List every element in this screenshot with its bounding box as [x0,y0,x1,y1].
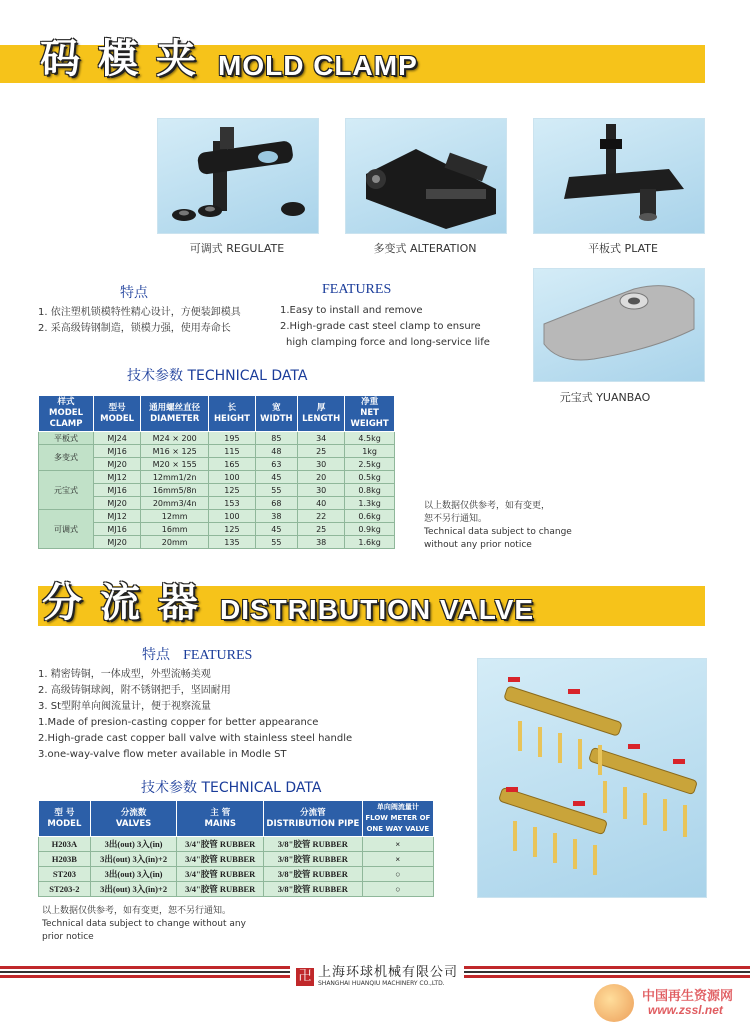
cell: M16 × 125 [141,445,209,458]
valve-features-list [38,667,378,763]
note-line: 以上数据仅供参考，如有变更，恕不另行通知。 [42,906,232,916]
cell: MJ16 [94,445,141,458]
col-header: 通用螺丝直径 DIAMETER [141,396,209,432]
cell: 3/8"胶管 RUBBER [264,867,363,882]
cell: 165 [209,458,255,471]
features-en-item: 2.High-grade cast steel clamp to ensure [280,321,481,332]
cell: 38 [255,510,298,523]
cell: 3出(out) 3入(in)+2 [90,882,177,897]
cell: ST203-2 [39,882,91,897]
cell: 3/8"胶管 RUBBER [264,852,363,867]
note-line: Technical data subject to change [424,527,572,537]
valve-feature-item: 3. St型附单向阀流量计，便于视察流量 [38,701,211,712]
plate-clamp-photo [533,118,705,234]
cell: 125 [209,484,255,497]
cell: 85 [255,432,298,445]
yuanbao-clamp-photo [533,268,705,382]
note-line: without any prior notice [424,540,532,550]
cell: H203A [39,837,91,852]
features-en-item: high clamping force and long-service life [286,337,490,348]
cell: 3/4"胶管 RUBBER [177,837,264,852]
valve-feature-item: 2. 高级铸铜球阀，附不锈钢把手，坚固耐用 [38,685,231,696]
col-header: 宽 WIDTH [255,396,298,432]
cell: 12mm [141,510,209,523]
features-en-list [280,303,520,351]
note-line: Technical data subject to change without any [42,919,246,929]
table-row [39,837,434,852]
table-header-row [39,801,434,837]
company-name-cn: 上海环球机械有限公司 [318,965,459,980]
cell: 3出(out) 3入(in) [90,867,177,882]
col-header: 分流管 DISTRIBUTION PIPE [264,801,363,837]
cell: 55 [255,484,298,497]
cell: 25 [298,523,345,536]
cell: MJ16 [94,523,141,536]
cell: 3/4"胶管 RUBBER [177,882,264,897]
cell: MJ20 [94,497,141,510]
valve-feature-item: 2.High-grade cast copper ball valve with stainless steel handle [38,733,353,744]
col-header: 净重 NET WEIGHT [345,396,395,432]
cell: 63 [255,458,298,471]
cell: 3/8"胶管 RUBBER [264,837,363,852]
cell: 4.5kg [345,432,395,445]
cell: MJ16 [94,484,141,497]
mold-clamp-title-cn: 码模夹 [40,36,214,82]
style-cell: 元宝式 [39,471,94,510]
mold-clamp-tech-heading: 技术参数 TECHNICAL DATA [127,368,308,384]
table-header-row [39,396,395,432]
cell: 3出(out) 3入(in)+2 [90,852,177,867]
features-en-heading: FEATURES [322,282,392,297]
mold-clamp-title [40,36,418,84]
note-line: prior notice [42,932,94,942]
cell: 0.9kg [345,523,395,536]
alteration-clamp-photo [345,118,507,234]
features-cn-item: 2. 采高级铸钢制造，锁模力强，使用寿命长 [38,323,231,334]
mold-clamp-table [38,395,395,549]
features-en-item: 1.Easy to install and remove [280,305,423,316]
valve-features-heading [142,644,252,664]
col-header: 长 HEIGHT [209,396,255,432]
table-row [39,432,395,445]
cell: 30 [298,484,345,497]
caption-regulate: 可调式 REGULATE [189,242,285,255]
cell: MJ24 [94,432,141,445]
table-row [39,445,395,458]
cell: M20 × 155 [141,458,209,471]
cell: H203B [39,852,91,867]
cell: ○ [362,882,433,897]
col-header: 单向阀流量计 FLOW METER OF ONE WAY VALVE [362,801,433,837]
distribution-valve-title-en: DISTRIBUTION VALVE [220,594,535,625]
distribution-valve-title [42,578,534,628]
style-cell: 多变式 [39,445,94,471]
cell: 1.6kg [345,536,395,549]
cell: 0.5kg [345,471,395,484]
cell: MJ20 [94,458,141,471]
valve-feature-item: 3.one-way-valve flow meter available in Modle ST [38,749,287,760]
company-logo-icon: 卍 [296,968,314,986]
col-header: 样式 MODEL CLAMP [39,396,94,432]
cell: 16mm [141,523,209,536]
style-cell: 平板式 [39,432,94,445]
cell: 22 [298,510,345,523]
col-header: 厚 LENGTH [298,396,345,432]
table-row [39,471,395,484]
cell: 2.5kg [345,458,395,471]
valve-features-heading-cn: 特点 [142,647,170,663]
cell: 68 [255,497,298,510]
cell: ○ [362,867,433,882]
cell: 20mm [141,536,209,549]
watermark-text-cn: 中国再生资源网 [642,989,734,1004]
note-line: 恕不另行通知。 [424,514,488,524]
cell: 48 [255,445,298,458]
cell: × [362,837,433,852]
cell: 40 [298,497,345,510]
cell: 100 [209,471,255,484]
valve-features-heading-en: FEATURES [183,648,253,663]
col-header: 型号 MODEL [94,396,141,432]
cell: ST203 [39,867,91,882]
cell: MJ12 [94,510,141,523]
cell: 55 [255,536,298,549]
watermark-url: www.zssl.net [648,1003,723,1017]
cell: 45 [255,523,298,536]
caption-alteration: 多变式 ALTERATION [373,242,477,255]
cell: 153 [209,497,255,510]
cell: 0.6kg [345,510,395,523]
cell: 38 [298,536,345,549]
valve-feature-item: 1.Made of presion-casting copper for better appearance [38,717,319,728]
cell: 12mm1/2n [141,471,209,484]
company-name-en: SHANGHAI HUANQIU MACHINERY CO.,LTD. [318,980,445,987]
cell: 115 [209,445,255,458]
col-header: 分流数 VALVES [90,801,177,837]
distribution-valve-title-cn: 分流器 [42,580,216,626]
cell: MJ12 [94,471,141,484]
cell: M24 × 200 [141,432,209,445]
caption-plate: 平板式 PLATE [588,242,658,255]
company-block [290,964,464,989]
watermark-logo-icon [594,984,634,1022]
mold-clamp-title-en: MOLD CLAMP [218,50,418,81]
cell: 3/8"胶管 RUBBER [264,882,363,897]
valve-tech-heading: 技术参数 TECHNICAL DATA [141,780,322,796]
col-header: 型 号 MODEL [39,801,91,837]
cell: 20mm3/4n [141,497,209,510]
features-cn-item: 1. 依注塑机锁模特性精心设计，方便装卸模具 [38,307,241,318]
cell: 0.8kg [345,484,395,497]
cell: 195 [209,432,255,445]
cell: 135 [209,536,255,549]
note-line: 以上数据仅供参考，如有变更， [424,501,551,511]
features-cn-list [38,305,278,337]
cell: 3出(out) 3入(in) [90,837,177,852]
cell: × [362,852,433,867]
cell: 20 [298,471,345,484]
table-row [39,852,434,867]
cell: 30 [298,458,345,471]
cell: 16mm5/8n [141,484,209,497]
cell: 1kg [345,445,395,458]
cell: 25 [298,445,345,458]
cell: 45 [255,471,298,484]
valve-note [42,905,272,944]
cell: 3/4"胶管 RUBBER [177,867,264,882]
style-cell: 可调式 [39,510,94,549]
table-row [39,882,434,897]
mold-clamp-note [424,500,584,552]
cell: 3/4"胶管 RUBBER [177,852,264,867]
cell: MJ20 [94,536,141,549]
cell: 100 [209,510,255,523]
caption-yuanbao: 元宝式 YUANBAO [559,391,651,404]
distribution-valve-table [38,800,434,897]
cell: 34 [298,432,345,445]
valve-feature-item: 1. 精密铸铜，一体成型，外型流畅美观 [38,669,211,680]
table-row [39,510,395,523]
col-header: 主 管 MAINS [177,801,264,837]
features-cn-heading: 特点 [120,285,148,301]
table-row [39,867,434,882]
cell: 125 [209,523,255,536]
distribution-valve-photo [477,658,707,898]
regulate-clamp-photo [157,118,319,234]
cell: 1.3kg [345,497,395,510]
